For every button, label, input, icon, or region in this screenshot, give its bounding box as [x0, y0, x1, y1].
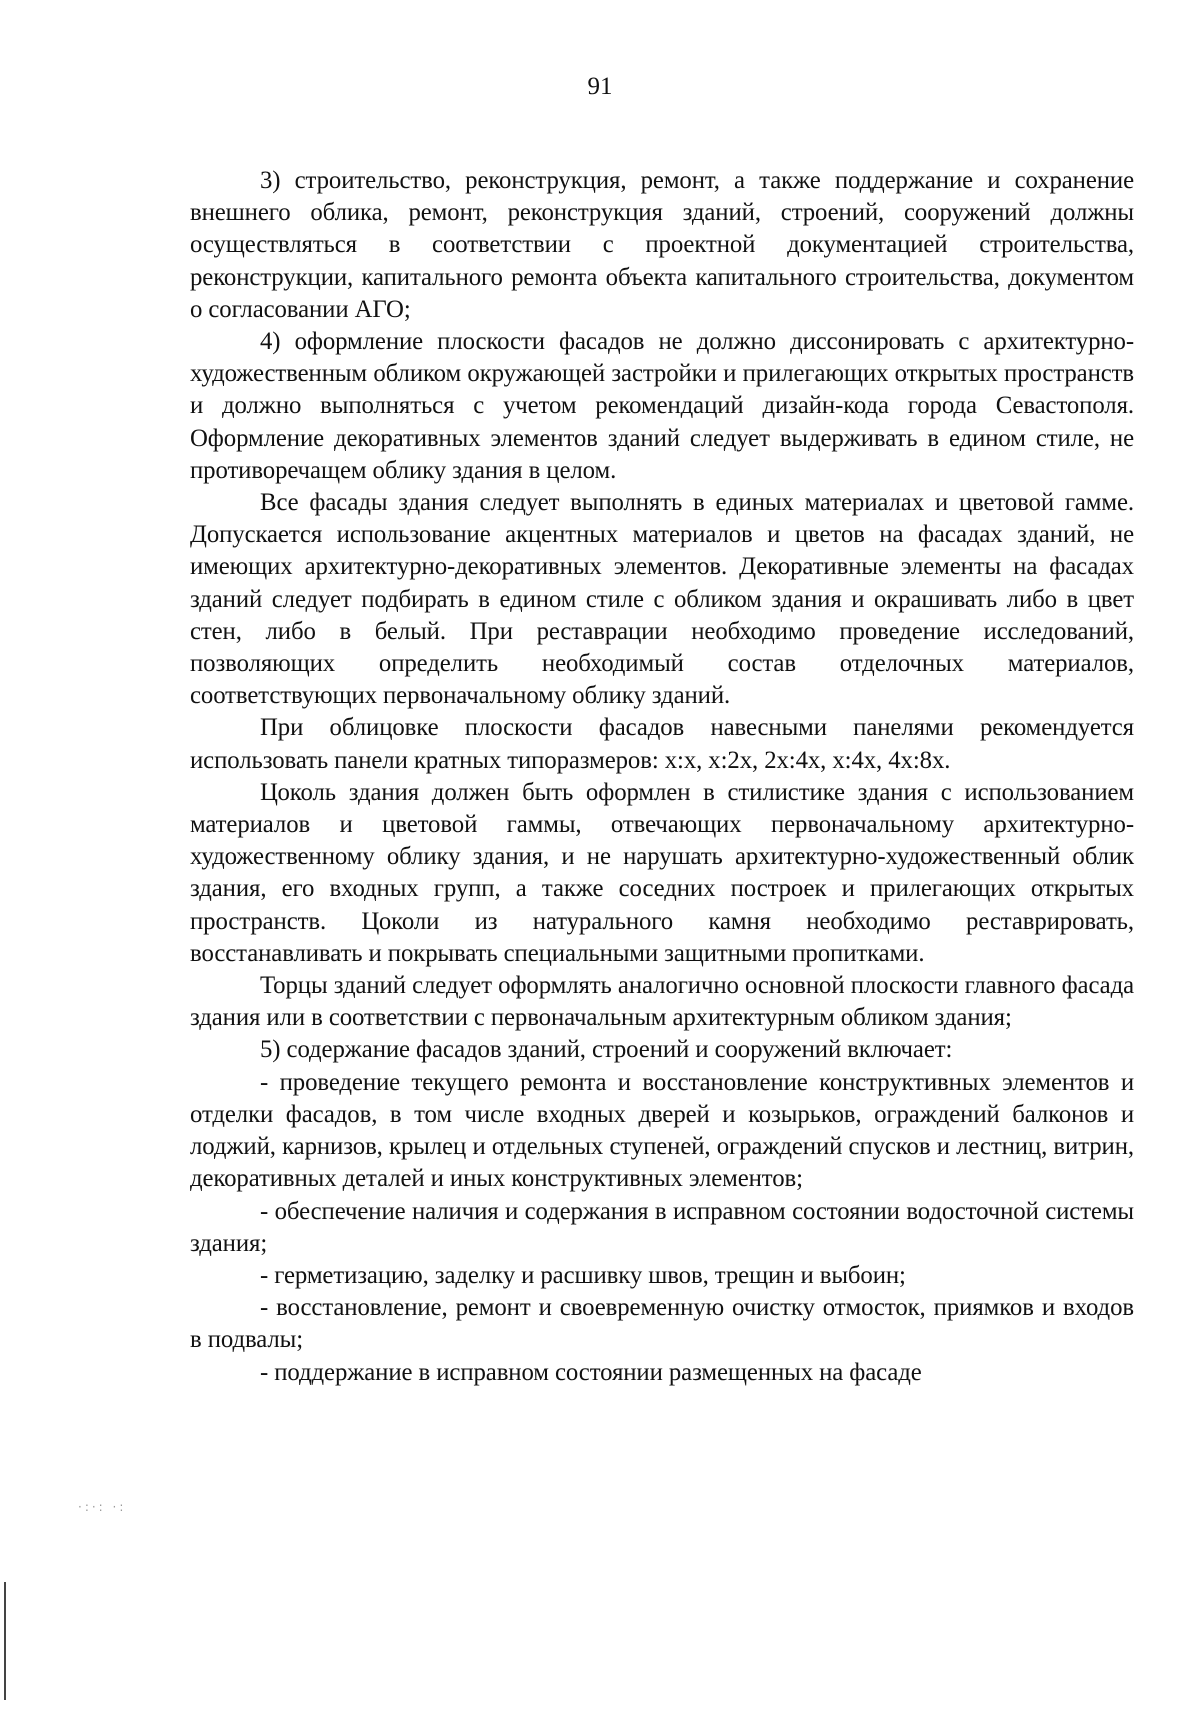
scan-edge-line	[4, 1582, 6, 1700]
paragraph-item-4: 4) оформление плоскости фасадов не должно диссонировать с архитектурно-художественным обликом окружающей застройки и прилегающих открытых пространств и должно выполняться с учетом рекомендаций дизайн-кода города Севастополя. Оформление декоративных элементов зданий следует выдерживать в едином стиле, не противоречащем облику здания в целом.	[190, 328, 1134, 484]
paragraph-plinth: Цоколь здания должен быть оформлен в стилистике здания с использованием материалов и цветовой гаммы, отвечающих первоначальному архитектурно-художественному облику здания, и не нарушать архитектурно-художественный облик здания, его входных групп, а также соседних построек и прилегающих открытых пространств. Цоколи из натурального камня необходимо реставрировать, восстанавливать и покрывать специальными защитными пропитками.	[190, 778, 1134, 967]
list-item-repair: - проведение текущего ремонта и восстановление конструктивных элементов и отделки фасадов, в том числе входных дверей и козырьков, ограждений балконов и лоджий, карнизов, крылец и отдельных ступеней, ограждений спусков и лестниц, витрин, декоративных деталей и иных конструктивных элементов;	[190, 1068, 1134, 1193]
list-item-drainage: - обеспечение наличия и содержания в исправном состоянии водосточной системы здания;	[190, 1197, 1134, 1257]
paragraph-item-5: 5) содержание фасадов зданий, строений и сооружений включает:	[260, 1036, 953, 1064]
list-item-sealing: - герметизацию, заделку и расшивку швов, трещин и выбоин;	[260, 1261, 906, 1289]
paragraph-item-3: 3) строительство, реконструкция, ремонт, а также поддержание и сохранение внешнего облика, ремонт, реконструкция зданий, строений, сооружений должны осуществляться в соответствии с проектной документацией строительства, реконструкции, капитального ремонта объекта капитального строительства, документом о согласовании АГО;	[190, 167, 1134, 323]
scan-artifact-specks: ·:·: ·:	[78, 1500, 127, 1514]
list-item-blind-areas: - восстановление, ремонт и своевременную очистку отмосток, приямков и входов в подвалы;	[190, 1294, 1134, 1354]
document-body	[190, 165, 1134, 1389]
paragraph-facades-materials: Все фасады здания следует выполнять в единых материалах и цветовой гамме. Допускается использование акцентных материалов и цветов на фасадах зданий, не имеющих архитектурно-декоративных элементов. Декоративные элементы на фасадах зданий следует подбирать в едином стиле с обликом здания и окрашивать либо в цвет стен, либо в белый. При реставрации необходимо проведение исследований, позволяющих определить необходимый состав отделочных материалов, соответствующих первоначальному облику зданий.	[190, 489, 1134, 710]
paragraph-end-walls: Торцы зданий следует оформлять аналогично основной плоскости главного фасада здания или в соответствии с первоначальным архитектурным обликом здания;	[190, 972, 1134, 1032]
page-number: 91	[587, 73, 613, 100]
paragraph-cladding-panels: При облицовке плоскости фасадов навесными панелями рекомендуется использовать панели кратных типоразмеров: x:x, x:2x, 2x:4x, x:4x, 4x:8x.	[190, 714, 1134, 774]
list-item-maintenance: - поддержание в исправном состоянии размещенных на фасаде	[260, 1358, 922, 1386]
